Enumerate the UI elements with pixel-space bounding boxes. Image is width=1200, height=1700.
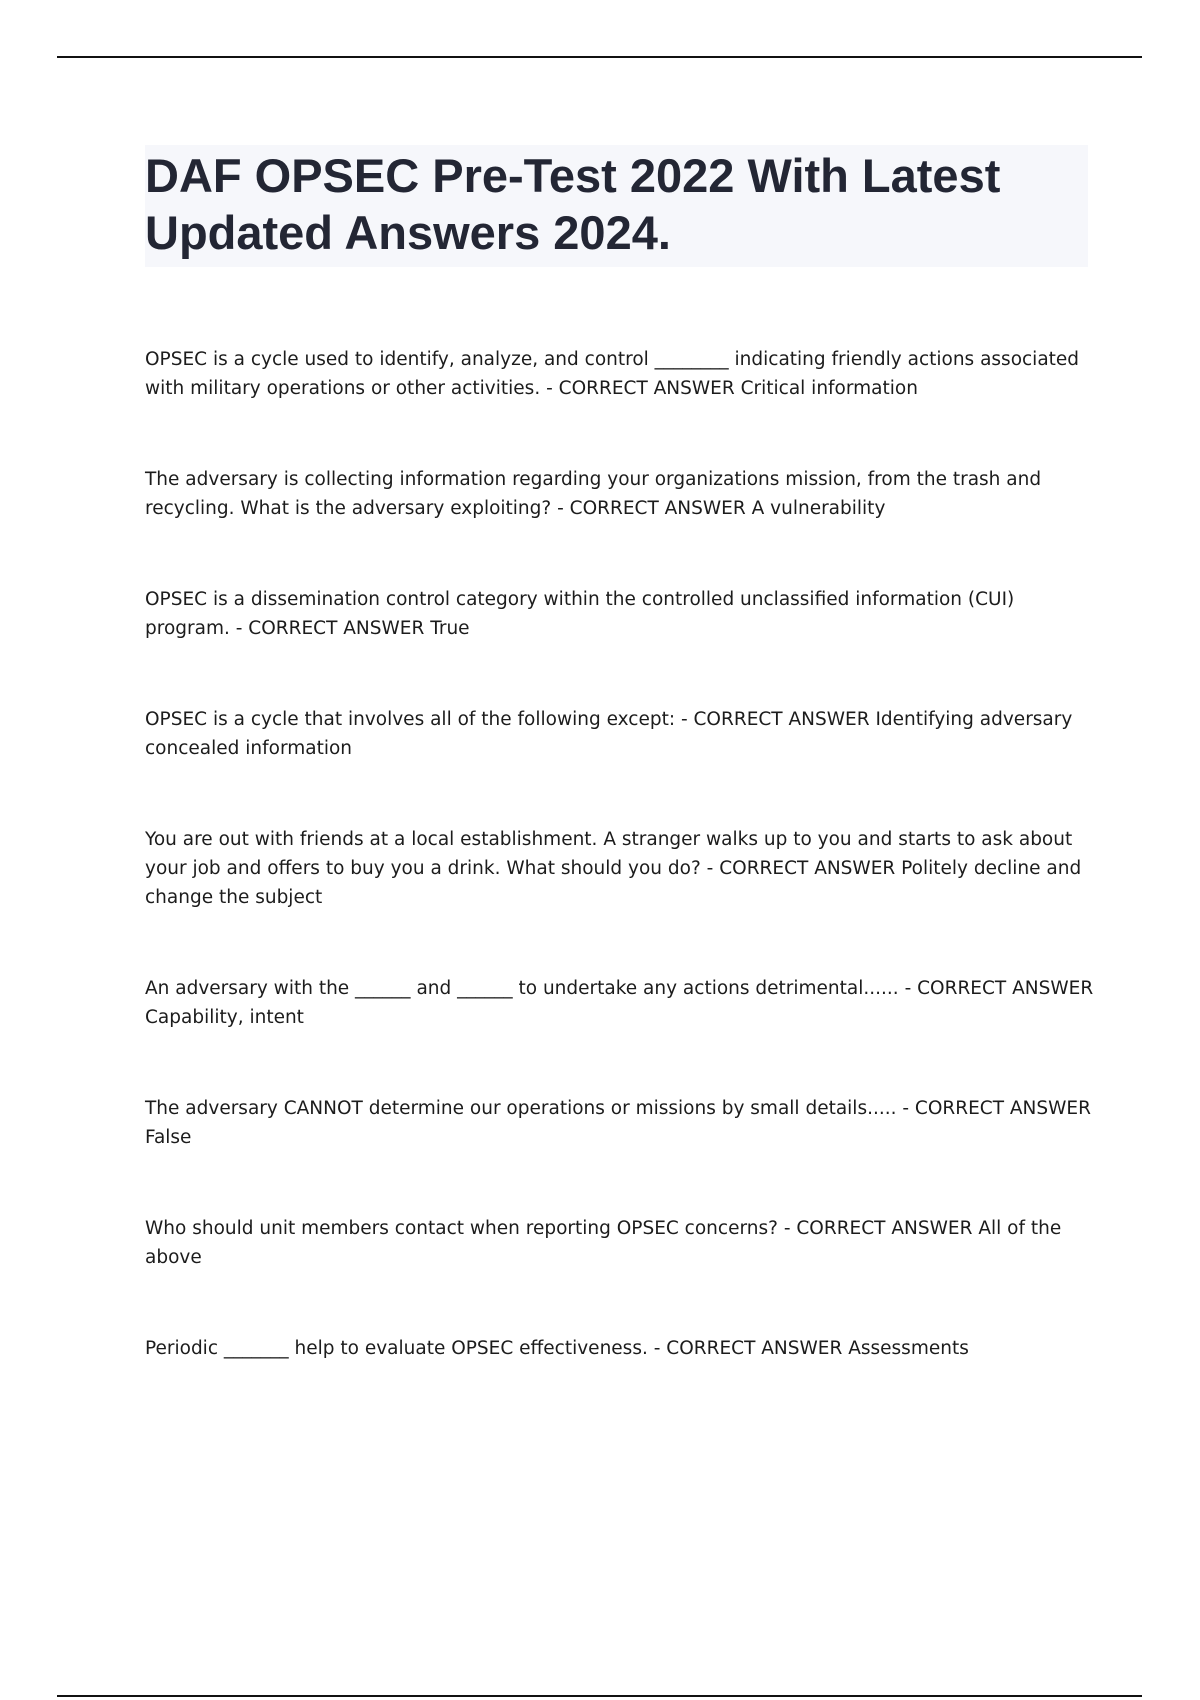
answer-text: False [145,1127,192,1148]
answer-marker: - CORRECT ANSWER [546,378,735,399]
answer-text: True [430,618,470,639]
qa-item [145,585,1095,676]
answer-marker: - CORRECT ANSWER [653,1338,843,1359]
answer-marker: - CORRECT ANSWER [904,978,1094,999]
answer-text: A vulnerability [751,498,886,519]
title-block [145,145,1088,267]
bottom-rule [57,1695,1142,1697]
question-text: Who should unit members contact when reporting OPSEC concerns? [145,1218,778,1239]
answer-marker: - CORRECT ANSWER [680,709,870,730]
qa-item [145,974,1095,1065]
qa-item [145,825,1095,945]
question-text: An adversary with the ______ and ______ to undertake any actions detrimental...... [145,978,899,999]
answer-text: Assessments [848,1338,969,1359]
question-text: The adversary is collecting information regarding your organizations mission, from the trash and recycling. What is the adversary exploiting? [145,469,1042,519]
qa-item [145,465,1095,556]
question-text: OPSEC is a cycle used to identify, analyze, and control ________ indicating friendly actions associated with military operations or other activities. [145,349,1080,399]
question-text: OPSEC is a dissemination control category within the controlled unclassified information (CUI) program. [145,589,1015,639]
answer-text: Critical information [740,378,918,399]
answer-text: Capability, intent [145,1007,304,1028]
question-text: Periodic _______ help to evaluate OPSEC effectiveness. [145,1338,648,1359]
answer-marker: - CORRECT ANSWER [902,1098,1091,1119]
qa-item [145,345,1095,436]
top-rule [57,56,1142,58]
answer-marker: - CORRECT ANSWER [557,498,746,519]
document-title: DAF OPSEC Pre-Test 2022 With Latest Updated Answers 2024. [145,149,1001,259]
answer-text: Politely decline and change the subject [145,858,1082,908]
qa-item [145,1094,1095,1185]
answer-marker: - CORRECT ANSWER [706,858,896,879]
question-text: The adversary CANNOT determine our operations or missions by small details..... [145,1098,897,1119]
qa-list [145,345,1095,1396]
answer-marker: - CORRECT ANSWER [235,618,425,639]
answer-text: Identifying adversary concealed information [145,709,1073,759]
question-text: OPSEC is a cycle that involves all of the following except: [145,709,676,730]
question-text: You are out with friends at a local establishment. A stranger walks up to you and starts to ask about your job and offers to buy you a drink. What should you do? [145,829,1073,879]
qa-item [145,705,1095,796]
answer-marker: - CORRECT ANSWER [783,1218,973,1239]
qa-item [145,1214,1095,1305]
qa-item [145,1334,1095,1396]
answer-text: All of the above [145,1218,1062,1268]
